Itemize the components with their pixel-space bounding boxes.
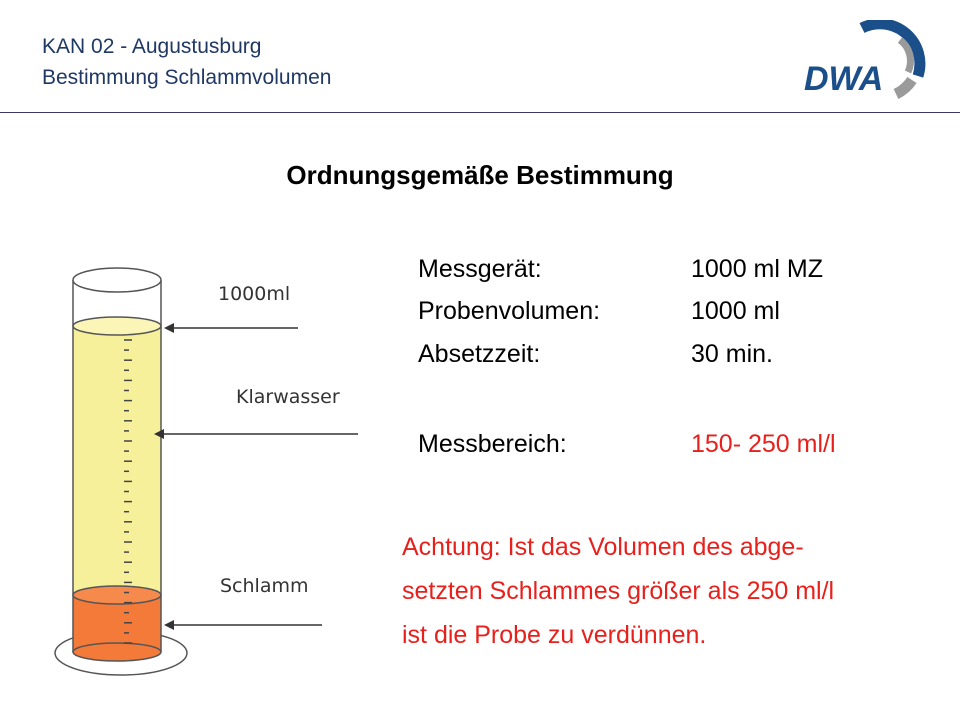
- warning-line: ist die Probe zu verdünnen.: [402, 621, 707, 649]
- warning-line: setzten Schlammes größer als 250 ml/l: [402, 577, 835, 605]
- spec-value: 1000 ml MZ: [691, 255, 823, 283]
- spec-row-messgeraet: [418, 255, 938, 295]
- spec-value: 1000 ml: [691, 297, 780, 325]
- page-title: Ordnungsgemäße Bestimmung: [286, 160, 674, 190]
- warning-text: [402, 525, 958, 657]
- cylinder-bottom: [73, 643, 161, 661]
- dwa-logo: [800, 20, 930, 104]
- label-schlamm: Schlamm: [220, 575, 309, 597]
- spec-row-absetzzeit: [418, 340, 938, 380]
- arrowhead-icon: [164, 620, 174, 630]
- label-1000ml: 1000ml: [218, 283, 291, 305]
- spec-label: Messbereich:: [418, 430, 567, 458]
- measuring-cylinder-diagram: [40, 248, 380, 688]
- spec-label: Absetzzeit:: [418, 340, 541, 368]
- spec-row-messbereich: [418, 430, 938, 470]
- header-line1: KAN 02 - Augustusburg: [42, 35, 262, 58]
- spec-label: Messgerät:: [418, 255, 542, 283]
- cylinder-rim: [73, 268, 161, 292]
- arrowhead-icon: [164, 323, 174, 333]
- warning-line: Achtung: Ist das Volumen des abge-: [402, 533, 804, 561]
- logo-text: DWA: [804, 60, 884, 98]
- water-surface: [73, 317, 161, 335]
- spec-value-range: 150- 250 ml/l: [691, 430, 836, 458]
- water-fill: [73, 326, 161, 592]
- spec-row-probenvolumen: [418, 297, 938, 337]
- label-klarwasser: Klarwasser: [236, 386, 340, 408]
- sludge-surface: [73, 586, 161, 604]
- spec-label: Probenvolumen:: [418, 297, 601, 325]
- header-line2: Bestimmung Schlammvolumen: [42, 66, 332, 89]
- spec-value: 30 min.: [691, 340, 773, 368]
- header-divider: [0, 112, 960, 113]
